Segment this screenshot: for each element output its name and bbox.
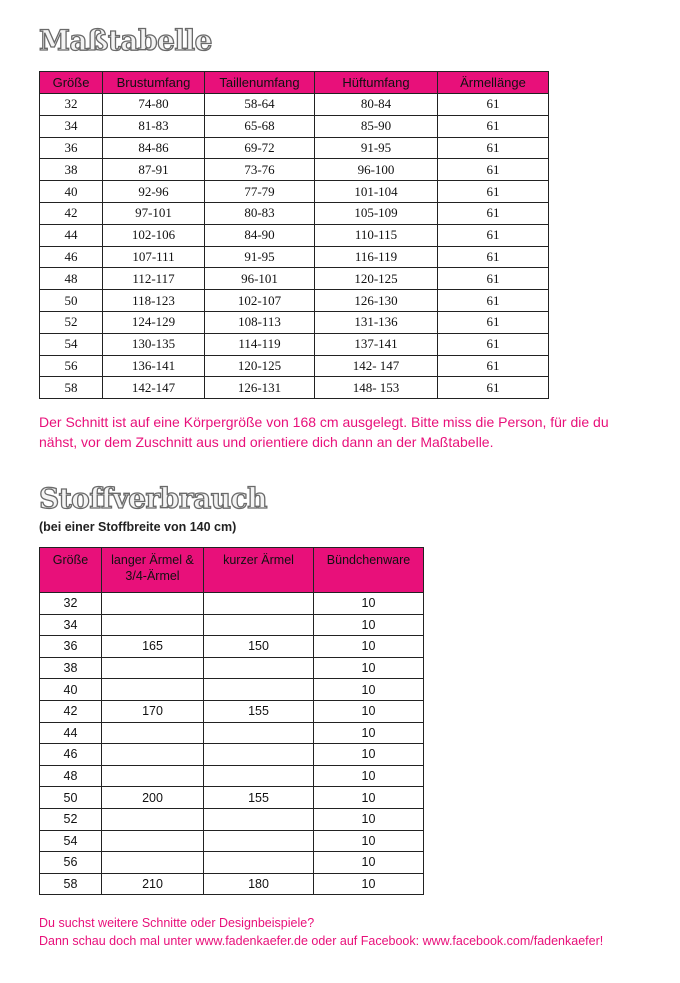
- table-row: [40, 852, 424, 874]
- table-cell: 10: [314, 765, 424, 787]
- fabric-title: Stoffverbrauch: [39, 482, 267, 515]
- table-row: [40, 290, 549, 312]
- fabric-table: [39, 547, 424, 895]
- table-cell: 112-117: [103, 268, 205, 290]
- table-cell: 10: [314, 614, 424, 636]
- table-row: [40, 246, 549, 268]
- table-cell: [102, 744, 204, 766]
- fabric-header-cell: Größe: [40, 548, 102, 593]
- table-cell: 38: [40, 657, 102, 679]
- table-cell: 58: [40, 873, 102, 895]
- table-cell: 148- 153: [315, 377, 438, 399]
- table-cell: 84-86: [103, 137, 205, 159]
- table-cell: 50: [40, 787, 102, 809]
- table-cell: 61: [438, 224, 549, 246]
- table-cell: 126-130: [315, 290, 438, 312]
- table-cell: 97-101: [103, 202, 205, 224]
- table-cell: 48: [40, 268, 103, 290]
- table-cell: [102, 765, 204, 787]
- table-row: [40, 115, 549, 137]
- table-cell: 87-91: [103, 159, 205, 181]
- table-cell: 130-135: [103, 333, 205, 355]
- table-cell: 101-104: [315, 181, 438, 203]
- table-cell: 108-113: [205, 311, 315, 333]
- table-row: [40, 787, 424, 809]
- table-cell: 96-100: [315, 159, 438, 181]
- table-cell: [102, 657, 204, 679]
- table-cell: 124-129: [103, 311, 205, 333]
- table-cell: 114-119: [205, 333, 315, 355]
- table-cell: 61: [438, 137, 549, 159]
- table-cell: 61: [438, 377, 549, 399]
- table-cell: 120-125: [315, 268, 438, 290]
- table-cell: 102-107: [205, 290, 315, 312]
- table-cell: 61: [438, 159, 549, 181]
- table-cell: 155: [204, 700, 314, 722]
- table-cell: 61: [438, 290, 549, 312]
- table-cell: 42: [40, 202, 103, 224]
- footer: [39, 914, 659, 950]
- table-cell: 61: [438, 268, 549, 290]
- table-cell: 42: [40, 700, 102, 722]
- table-cell: 137-141: [315, 333, 438, 355]
- table-row: [40, 137, 549, 159]
- size-chart-title: Maßtabelle: [39, 24, 212, 57]
- table-cell: 131-136: [315, 311, 438, 333]
- table-cell: 80-84: [315, 94, 438, 116]
- table-cell: 32: [40, 94, 103, 116]
- table-cell: 10: [314, 873, 424, 895]
- table-cell: 155: [204, 787, 314, 809]
- table-cell: 61: [438, 115, 549, 137]
- table-cell: [204, 852, 314, 874]
- table-cell: 38: [40, 159, 103, 181]
- table-cell: [204, 722, 314, 744]
- table-cell: 74-80: [103, 94, 205, 116]
- size-header-cell: Hüftumfang: [315, 72, 438, 94]
- table-cell: 10: [314, 808, 424, 830]
- size-note: Der Schnitt ist auf eine Körpergröße von 168 cm ausgelegt. Bitte miss die Person, für die du nähst, vor dem Zuschnitt aus und orientiere dich dann an der Maßtabelle.: [39, 414, 609, 450]
- table-row: [40, 830, 424, 852]
- table-cell: 48: [40, 765, 102, 787]
- table-row: [40, 765, 424, 787]
- table-cell: [102, 614, 204, 636]
- table-cell: [102, 722, 204, 744]
- table-cell: 165: [102, 636, 204, 658]
- table-cell: 142- 147: [315, 355, 438, 377]
- table-cell: 52: [40, 808, 102, 830]
- table-cell: 10: [314, 636, 424, 658]
- table-cell: 54: [40, 333, 103, 355]
- table-cell: 81-83: [103, 115, 205, 137]
- table-cell: 10: [314, 657, 424, 679]
- table-cell: [204, 744, 314, 766]
- table-row: [40, 268, 549, 290]
- fabric-header-row: [40, 548, 424, 593]
- table-cell: 69-72: [205, 137, 315, 159]
- table-cell: 200: [102, 787, 204, 809]
- table-cell: 91-95: [205, 246, 315, 268]
- table-cell: [204, 679, 314, 701]
- table-cell: [102, 679, 204, 701]
- table-cell: [204, 593, 314, 615]
- table-cell: 73-76: [205, 159, 315, 181]
- table-cell: 118-123: [103, 290, 205, 312]
- table-row: [40, 679, 424, 701]
- table-cell: 180: [204, 873, 314, 895]
- table-cell: 34: [40, 614, 102, 636]
- table-cell: 56: [40, 355, 103, 377]
- size-header-cell: Ärmellänge: [438, 72, 549, 94]
- table-cell: 84-90: [205, 224, 315, 246]
- table-cell: 50: [40, 290, 103, 312]
- table-cell: 136-141: [103, 355, 205, 377]
- table-cell: 44: [40, 722, 102, 744]
- table-cell: 10: [314, 679, 424, 701]
- table-cell: [204, 657, 314, 679]
- table-cell: 36: [40, 636, 102, 658]
- table-cell: 150: [204, 636, 314, 658]
- table-cell: 170: [102, 700, 204, 722]
- table-cell: 46: [40, 246, 103, 268]
- table-cell: 10: [314, 787, 424, 809]
- table-row: [40, 355, 549, 377]
- table-row: [40, 722, 424, 744]
- table-row: [40, 657, 424, 679]
- footer-line-2: Dann schau doch mal unter www.fadenkaefer.de oder auf Facebook: www.facebook.com/fadenkaefer!: [39, 934, 604, 948]
- fabric-body: [40, 593, 424, 895]
- table-cell: [204, 808, 314, 830]
- table-cell: 36: [40, 137, 103, 159]
- table-cell: 52: [40, 311, 103, 333]
- table-cell: 91-95: [315, 137, 438, 159]
- table-cell: 54: [40, 830, 102, 852]
- table-row: [40, 224, 549, 246]
- table-cell: 61: [438, 94, 549, 116]
- size-header-cell: Brustumfang: [103, 72, 205, 94]
- table-row: [40, 808, 424, 830]
- table-cell: 46: [40, 744, 102, 766]
- table-cell: 142-147: [103, 377, 205, 399]
- size-chart-body: [40, 94, 549, 399]
- table-cell: 56: [40, 852, 102, 874]
- table-cell: 61: [438, 311, 549, 333]
- table-cell: 40: [40, 679, 102, 701]
- table-cell: 10: [314, 700, 424, 722]
- table-row: [40, 744, 424, 766]
- table-cell: 58-64: [205, 94, 315, 116]
- table-cell: 61: [438, 246, 549, 268]
- table-cell: 110-115: [315, 224, 438, 246]
- table-cell: 116-119: [315, 246, 438, 268]
- fabric-header-cell: kurzer Ärmel: [204, 548, 314, 593]
- table-cell: 210: [102, 873, 204, 895]
- fabric-header-cell: langer Ärmel & 3/4-Ärmel: [102, 548, 204, 593]
- table-cell: [102, 852, 204, 874]
- table-cell: 105-109: [315, 202, 438, 224]
- table-row: [40, 700, 424, 722]
- footer-line-1: Du suchst weitere Schnitte oder Designbeispiele?: [39, 916, 315, 930]
- table-cell: 32: [40, 593, 102, 615]
- table-cell: [204, 830, 314, 852]
- table-row: [40, 311, 549, 333]
- table-cell: 61: [438, 355, 549, 377]
- table-cell: 10: [314, 830, 424, 852]
- fabric-header-cell: Bündchenware: [314, 548, 424, 593]
- size-header-cell: Taillenumfang: [205, 72, 315, 94]
- table-row: [40, 593, 424, 615]
- size-chart-header-row: [40, 72, 549, 94]
- table-cell: 10: [314, 852, 424, 874]
- table-cell: 120-125: [205, 355, 315, 377]
- table-row: [40, 333, 549, 355]
- table-cell: 10: [314, 722, 424, 744]
- table-cell: 61: [438, 202, 549, 224]
- table-cell: 126-131: [205, 377, 315, 399]
- table-cell: [102, 593, 204, 615]
- table-cell: [204, 614, 314, 636]
- table-cell: 77-79: [205, 181, 315, 203]
- table-cell: 96-101: [205, 268, 315, 290]
- table-cell: 40: [40, 181, 103, 203]
- table-row: [40, 202, 549, 224]
- table-cell: 85-90: [315, 115, 438, 137]
- table-cell: 61: [438, 181, 549, 203]
- table-cell: [102, 808, 204, 830]
- table-row: [40, 377, 549, 399]
- table-row: [40, 94, 549, 116]
- table-row: [40, 181, 549, 203]
- table-row: [40, 636, 424, 658]
- table-cell: 10: [314, 744, 424, 766]
- table-cell: 65-68: [205, 115, 315, 137]
- table-cell: [102, 830, 204, 852]
- table-cell: 58: [40, 377, 103, 399]
- table-cell: [204, 765, 314, 787]
- table-cell: 61: [438, 333, 549, 355]
- table-cell: 107-111: [103, 246, 205, 268]
- table-row: [40, 873, 424, 895]
- fabric-subtitle: (bei einer Stoffbreite von 140 cm): [39, 520, 237, 534]
- table-cell: 102-106: [103, 224, 205, 246]
- table-cell: 80-83: [205, 202, 315, 224]
- table-row: [40, 614, 424, 636]
- size-chart-table: [39, 71, 549, 399]
- size-header-cell: Größe: [40, 72, 103, 94]
- table-cell: 44: [40, 224, 103, 246]
- table-cell: 92-96: [103, 181, 205, 203]
- table-cell: 10: [314, 593, 424, 615]
- table-cell: 34: [40, 115, 103, 137]
- table-row: [40, 159, 549, 181]
